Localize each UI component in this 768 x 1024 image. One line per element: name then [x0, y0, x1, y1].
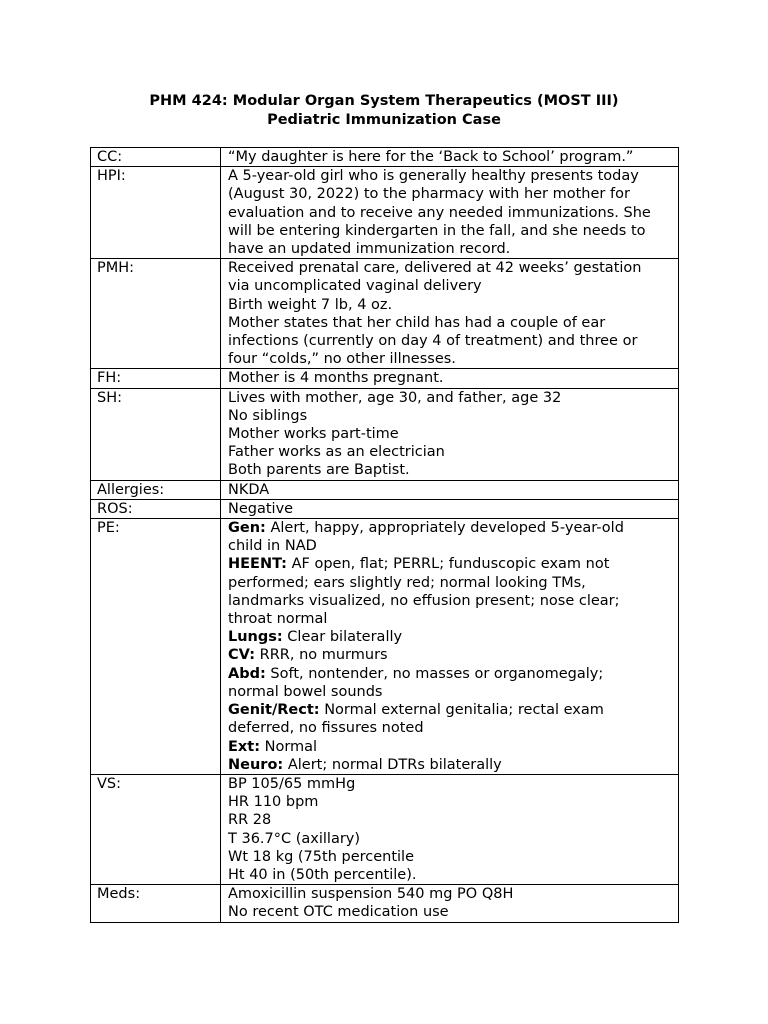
row-value: [221, 885, 679, 922]
text-line: Amoxicillin suspension 540 mg PO Q8H: [228, 886, 514, 903]
row-label: HPI:: [91, 167, 221, 259]
row-label: CC:: [91, 148, 221, 167]
pe-genit-text: Normal external genitalia; rectal exam: [319, 702, 604, 719]
row-hpi: [91, 167, 679, 259]
pe-lungs-line: [228, 628, 674, 646]
text-line: via uncomplicated vaginal delivery: [228, 278, 482, 295]
pe-lungs-label: Lungs:: [228, 629, 283, 646]
text-line: performed; ears slightly red; normal looking TMs,: [228, 574, 586, 591]
text-line: HR 110 bpm: [228, 794, 319, 811]
text-line: Lives with mother, age 30, and father, age 32: [228, 389, 562, 406]
pe-neuro-line: [228, 756, 674, 774]
text-line: Mother states that her child has had a couple of ear: [228, 314, 606, 331]
text-line: BP 105/65 mmHg: [228, 775, 356, 792]
text-line: No recent OTC medication use: [228, 904, 449, 921]
row-ros: [91, 499, 679, 518]
text-line: A 5-year-old girl who is generally healthy presents today: [228, 168, 639, 185]
text-line: normal bowel sounds: [228, 683, 383, 700]
text-line: child in NAD: [228, 538, 317, 555]
pe-gen-label: Gen:: [228, 520, 266, 537]
text-line: T 36.7°C (axillary): [228, 830, 361, 847]
pe-abd-line: [228, 665, 674, 683]
pe-ext-line: [228, 738, 674, 756]
text-line: deferred, no fissures noted: [228, 720, 424, 737]
text-line: No siblings: [228, 407, 308, 424]
pe-ext-text: Normal: [260, 738, 318, 755]
pe-cv-text: RRR, no murmurs: [255, 647, 388, 664]
text-line: four “colds,” no other illnesses.: [228, 351, 456, 368]
row-pe: [91, 519, 679, 775]
row-vs: [91, 774, 679, 884]
row-value: [221, 519, 679, 775]
pe-gen-text: Alert, happy, appropriately developed 5-year-old: [265, 520, 624, 537]
text-line: Both parents are Baptist.: [228, 462, 410, 479]
text-line: Father works as an electrician: [228, 444, 445, 461]
row-cc: [91, 148, 679, 167]
text-line: infections (currently on day 4 of treatment) and three or: [228, 333, 638, 350]
text-line: Received prenatal care, delivered at 42 weeks’ gestation: [228, 260, 642, 277]
row-label: FH:: [91, 369, 221, 388]
row-label: ROS:: [91, 499, 221, 518]
pe-neuro-label: Neuro:: [228, 756, 284, 773]
pe-genit-label: Genit/Rect:: [228, 702, 320, 719]
row-value: [221, 259, 679, 369]
pe-abd-label: Abd:: [228, 665, 266, 682]
pe-abd-text: Soft, nontender, no masses or organomegaly;: [265, 665, 604, 682]
pe-heent-label: HEENT:: [228, 556, 287, 573]
text-line: Birth weight 7 lb, 4 oz.: [228, 296, 393, 313]
pe-cv-line: [228, 646, 674, 664]
pe-heent-line: [228, 555, 674, 573]
text-line: Mother works part-time: [228, 426, 399, 443]
row-value: [221, 167, 679, 259]
row-label: Allergies:: [91, 480, 221, 499]
row-allergies: [91, 480, 679, 499]
row-value: “My daughter is here for the ‘Back to School’ program.”: [221, 148, 679, 167]
pe-gen-line: [228, 519, 674, 537]
text-line: will be entering kindergarten in the fall, and she needs to: [228, 222, 646, 239]
row-label: Meds:: [91, 885, 221, 922]
pe-neuro-text: Alert; normal DTRs bilaterally: [283, 756, 502, 773]
row-value: [221, 388, 679, 480]
row-value: Negative: [221, 499, 679, 518]
text-line: evaluation and to receive any needed immunizations. She: [228, 204, 651, 221]
pe-genit-line: [228, 701, 674, 719]
pe-ext-label: Ext:: [228, 738, 260, 755]
row-value: [221, 774, 679, 884]
text-line: (August 30, 2022) to the pharmacy with her mother for: [228, 186, 630, 203]
row-meds: [91, 885, 679, 922]
case-table: [90, 147, 679, 923]
pe-lungs-text: Clear bilaterally: [282, 629, 403, 646]
case-title: Pediatric Immunization Case: [267, 112, 501, 128]
row-value: NKDA: [221, 480, 679, 499]
row-label: PE:: [91, 519, 221, 775]
row-pmh: [91, 259, 679, 369]
text-line: Ht 40 in (50th percentile).: [228, 866, 417, 883]
course-title: PHM 424: Modular Organ System Therapeutics (MOST III): [149, 93, 619, 109]
row-fh: [91, 369, 679, 388]
row-value: Mother is 4 months pregnant.: [221, 369, 679, 388]
row-sh: [91, 388, 679, 480]
text-line: landmarks visualized, no effusion present; nose clear;: [228, 592, 620, 609]
text-line: Wt 18 kg (75th percentile: [228, 848, 415, 865]
text-line: have an updated immunization record.: [228, 241, 511, 258]
text-line: throat normal: [228, 611, 328, 628]
row-label: PMH:: [91, 259, 221, 369]
row-label: SH:: [91, 388, 221, 480]
text-line: RR 28: [228, 812, 272, 829]
row-label: VS:: [91, 774, 221, 884]
pe-cv-label: CV:: [228, 647, 256, 664]
pe-heent-text: AF open, flat; PERRL; funduscopic exam not: [286, 556, 610, 573]
